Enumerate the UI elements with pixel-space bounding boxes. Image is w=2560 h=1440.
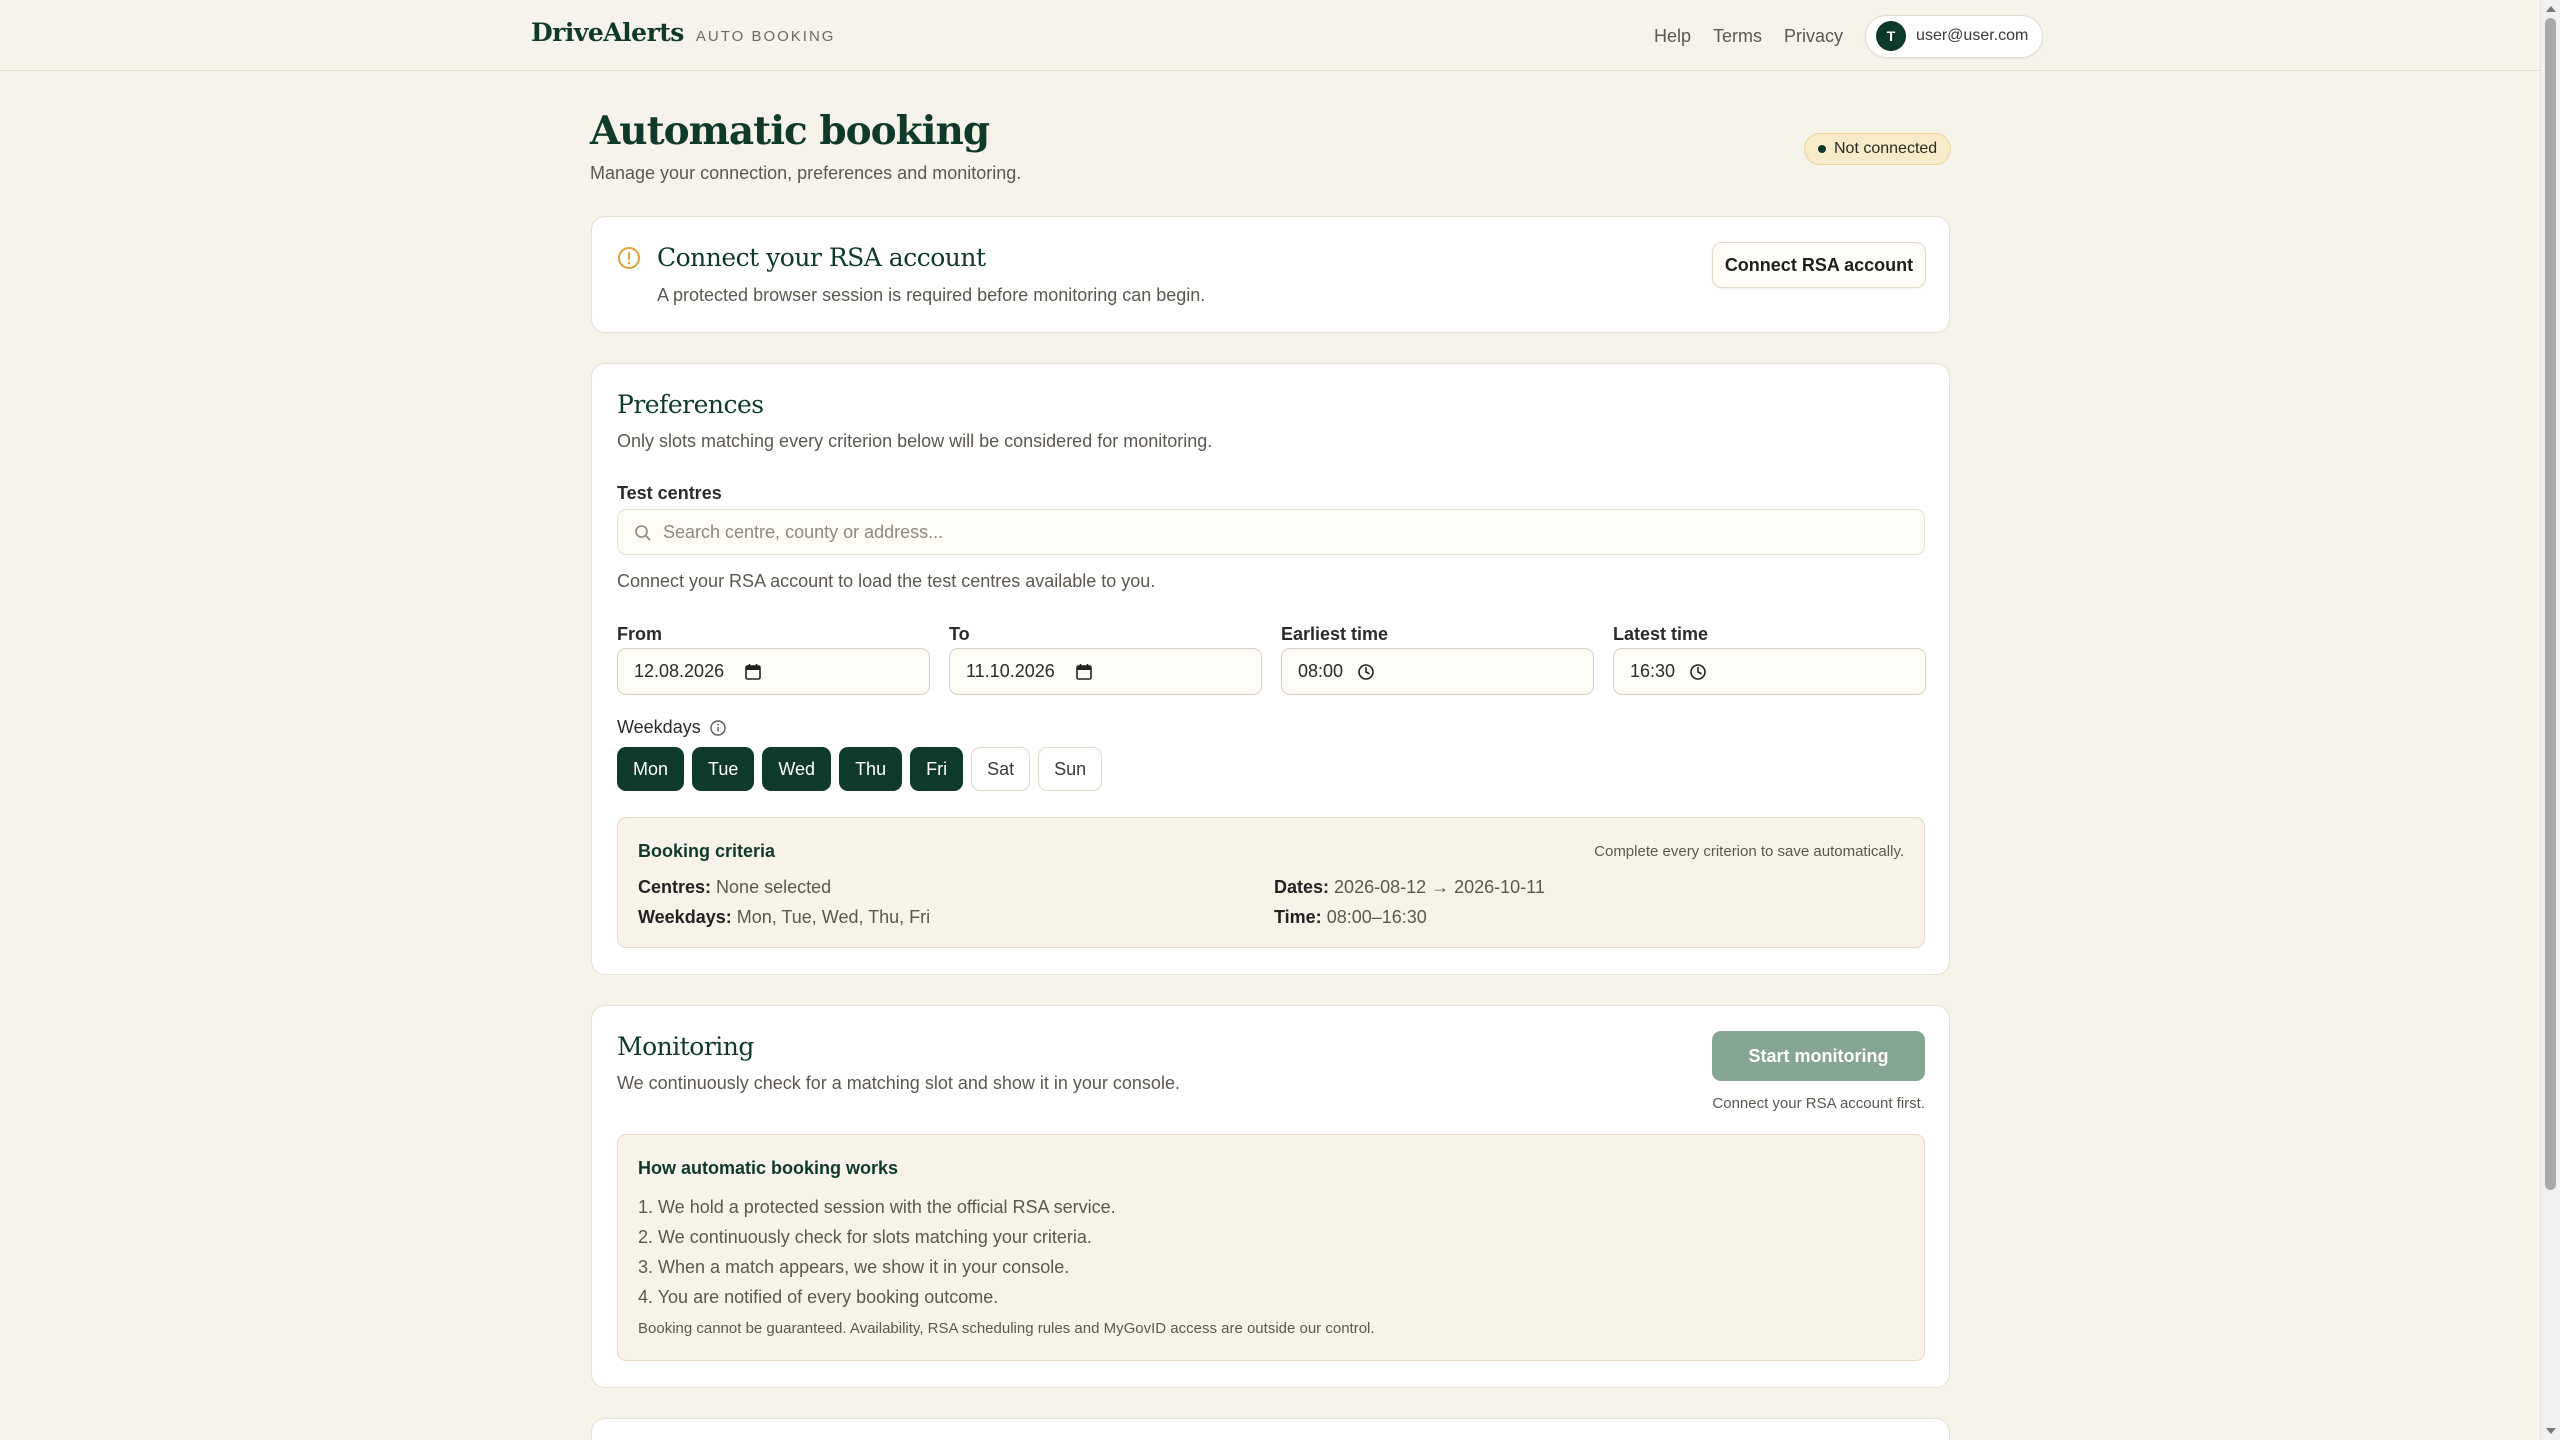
criteria-time-value: 08:00–16:30 — [1326, 907, 1427, 927]
brand[interactable] — [531, 18, 835, 47]
page-title: Automatic booking — [590, 108, 990, 154]
info-icon[interactable] — [709, 719, 727, 737]
list-item: 1. We hold a protected session with the official RSA service. — [638, 1197, 1116, 1217]
calendar-icon[interactable] — [744, 663, 762, 681]
preferences-card — [591, 363, 1950, 975]
centres-note: Connect your RSA account to load the test centres available to you. — [617, 571, 1156, 591]
criteria-weekdays-value: Mon, Tue, Wed, Thu, Fri — [736, 907, 931, 927]
to-label: To — [949, 624, 970, 644]
from-date-input[interactable] — [617, 648, 930, 695]
nav-terms-link[interactable]: Terms — [1713, 25, 1763, 46]
page-scrollbar[interactable] — [2540, 0, 2560, 1440]
how-it-works-steps — [638, 1192, 1116, 1312]
connect-description: A protected browser session is required before monitoring can begin. — [657, 285, 1206, 305]
weekday-chip-wed[interactable]: Wed — [762, 747, 831, 791]
brand-subtitle: AUTO BOOKING — [695, 28, 836, 45]
clock-icon[interactable] — [1689, 663, 1707, 681]
weekdays-label: Weekdays — [617, 717, 701, 737]
user-menu-button[interactable] — [1865, 15, 2043, 58]
calendar-icon[interactable] — [1075, 663, 1093, 681]
monitoring-title: Monitoring — [617, 1032, 754, 1061]
top-bar — [0, 0, 2540, 71]
weekday-chip-thu[interactable]: Thu — [839, 747, 902, 791]
earliest-time-label: Earliest time — [1281, 624, 1389, 644]
booking-criteria-summary — [617, 817, 1925, 948]
preferences-description: Only slots matching every criterion below will be considered for monitoring. — [617, 431, 1213, 451]
criteria-dates-key: Dates: — [1274, 877, 1330, 897]
criteria-dates — [1274, 877, 1545, 898]
criteria-time — [1274, 907, 1427, 928]
earliest-time-input[interactable] — [1281, 648, 1594, 695]
test-centres-label: Test centres — [617, 483, 722, 503]
weekday-chip-mon[interactable]: Mon — [617, 747, 684, 791]
criteria-note: Complete every criterion to save automatically. — [1594, 843, 1904, 860]
clock-icon[interactable] — [1357, 663, 1375, 681]
start-monitoring-button[interactable]: Start monitoring — [1712, 1031, 1925, 1081]
brand-name: DriveAlerts — [531, 18, 684, 47]
connect-account-card — [591, 216, 1950, 333]
criteria-dates-value: 2026-08-12 → 2026-10-11 — [1334, 877, 1545, 897]
top-nav — [1654, 15, 2043, 57]
criteria-title: Booking criteria — [638, 841, 776, 861]
weekday-chip-sat[interactable]: Sat — [971, 747, 1030, 791]
criteria-weekdays — [638, 907, 930, 928]
monitoring-card — [591, 1005, 1950, 1388]
connect-title: Connect your RSA account — [657, 243, 986, 272]
next-card — [591, 1418, 1950, 1440]
from-label: From — [617, 624, 662, 644]
criteria-centres-value: None selected — [716, 877, 832, 897]
list-item: 2. We continuously check for slots matching your criteria. — [638, 1227, 1092, 1247]
status-badge-label: Not connected — [1834, 140, 1938, 157]
latest-time-input[interactable] — [1613, 648, 1926, 695]
start-monitoring-hint: Connect your RSA account first. — [1712, 1095, 1925, 1112]
criteria-centres — [638, 877, 831, 898]
how-it-works-box — [617, 1134, 1925, 1361]
avatar: T — [1876, 21, 1906, 51]
user-email: user@user.com — [1916, 27, 2029, 44]
page-subtitle: Manage your connection, preferences and monitoring. — [590, 163, 1022, 183]
criteria-weekdays-key: Weekdays: — [638, 907, 732, 927]
earliest-time-value: 08:00 — [1298, 661, 1344, 681]
nav-help-link[interactable]: Help — [1654, 25, 1692, 46]
monitoring-description: We continuously check for a matching slot and show it in your console. — [617, 1073, 1180, 1093]
weekdays-label-row — [617, 717, 727, 738]
latest-time-label: Latest time — [1613, 624, 1709, 644]
weekday-chip-fri[interactable]: Fri — [910, 747, 963, 791]
list-item: 4. You are notified of every booking outcome. — [638, 1287, 999, 1307]
weekday-chip-sun[interactable]: Sun — [1038, 747, 1102, 791]
centre-search-input[interactable] — [663, 510, 1903, 554]
connect-rsa-account-button[interactable]: Connect RSA account — [1712, 242, 1926, 288]
warning-circle-icon — [617, 246, 641, 270]
nav-privacy-link[interactable]: Privacy — [1784, 25, 1844, 46]
criteria-time-key: Time: — [1274, 907, 1322, 927]
connection-status-badge — [1804, 133, 1951, 165]
preferences-title: Preferences — [617, 390, 764, 419]
how-it-works-title: How automatic booking works — [638, 1158, 899, 1178]
weekday-chips — [617, 747, 1102, 791]
latest-time-value: 16:30 — [1630, 661, 1676, 681]
search-icon — [633, 523, 653, 543]
scroll-down-icon[interactable] — [2546, 1428, 2556, 1434]
centre-search-field[interactable] — [617, 509, 1925, 555]
to-date-value: 11.10.2026 — [966, 661, 1055, 681]
list-item: 3. When a match appears, we show it in your console. — [638, 1257, 1070, 1277]
scrollbar-thumb[interactable] — [2545, 18, 2556, 1190]
booking-disclaimer: Booking cannot be guaranteed. Availability, RSA scheduling rules and MyGovID access are outside our control. — [638, 1320, 1375, 1337]
criteria-centres-key: Centres: — [638, 877, 712, 897]
scroll-up-icon[interactable] — [2546, 6, 2556, 12]
from-date-value: 12.08.2026 — [634, 661, 725, 681]
to-date-input[interactable] — [949, 648, 1262, 695]
status-dot-icon — [1818, 145, 1826, 153]
weekday-chip-tue[interactable]: Tue — [692, 747, 754, 791]
